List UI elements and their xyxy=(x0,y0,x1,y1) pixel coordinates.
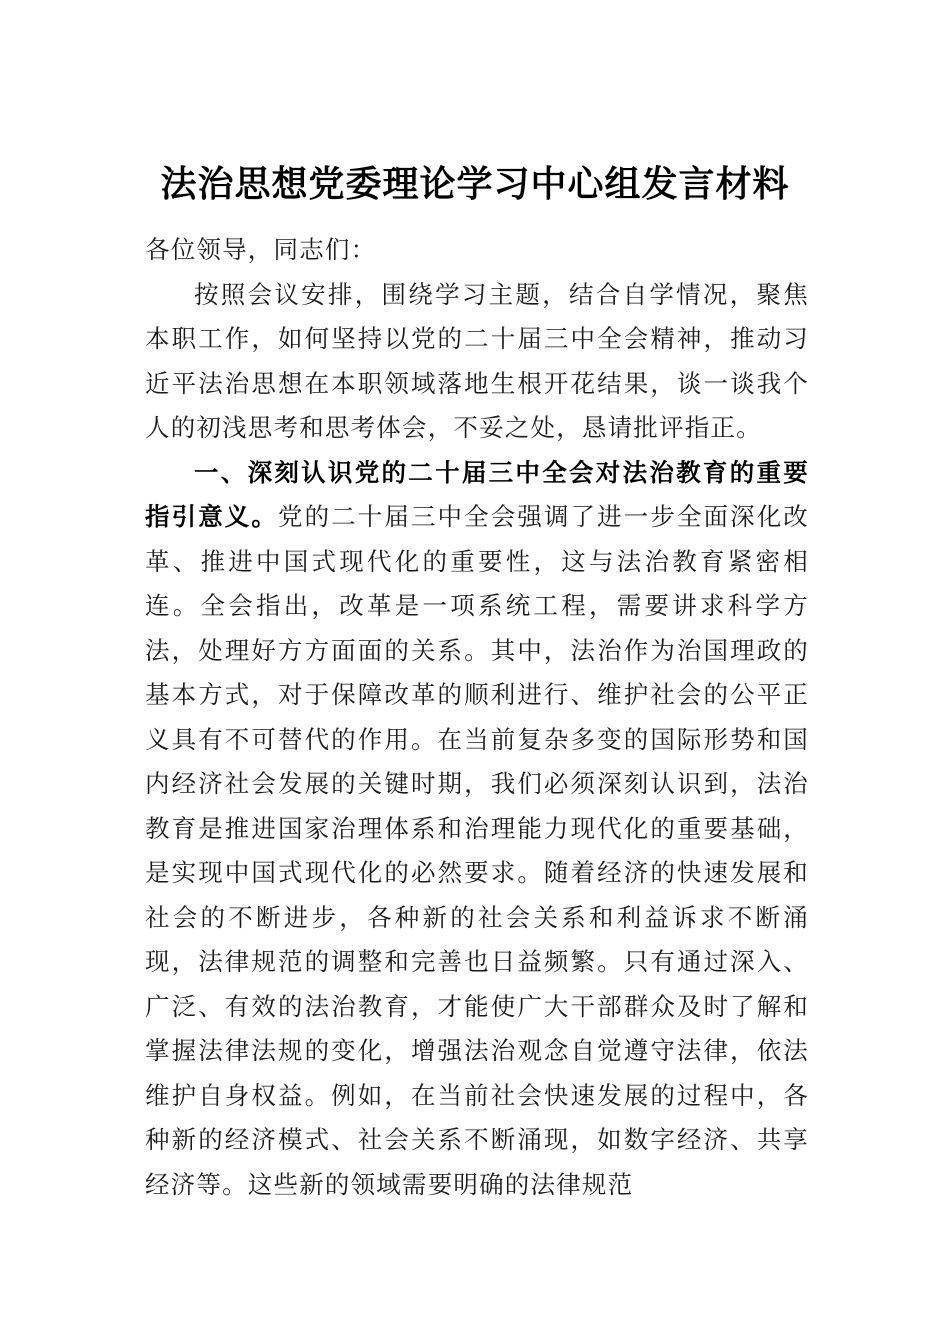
section-one-paragraph xyxy=(145,451,809,1208)
section-one-body: 党的二十届三中全会强调了进一步全面深化改革、推进中国式现代化的重要性，这与法治教育紧密相连。全会指出，改革是一项系统工程，需要讲求科学方法，处理好方方面面的关系。其中，法治作为治国理政的基本方式，对于保障改革的顺利进行、维护社会的公平正义具有不可替代的作用。在当前复杂多变的国际形势和国内经济社会发展的关键时期，我们必须深刻认识到，法治教育是推进国家治理体系和治理能力现代化的重要基础，是实现中国式现代化的必然要求。随着经济的快速发展和社会的不断进步，各种新的社会关系和利益诉求不断涌现，法律规范的调整和完善也日益频繁。只有通过深入、广泛、有效的法治教育，才能使广大干部群众及时了解和掌握法律法规的变化，增强法治观念自觉遵守法律，依法维护自身权益。例如，在当前社会快速发展的过程中，各种新的经济模式、社会关系不断涌现，如数字经济、共享经济等。这些新的领域需要明确的法律规范 xyxy=(145,502,810,1199)
document-title: 法治思想党委理论学习中心组发言材料 xyxy=(160,163,790,205)
section-one-heading: 一、深刻认识党的二十届三中全会对法治教育的重要指引意义。 xyxy=(145,457,809,531)
salutation: 各位领导，同志们： xyxy=(145,235,377,264)
document-body xyxy=(145,228,809,1207)
intro-paragraph: 按照会议安排，围绕学习主题，结合自学情况，聚焦本职工作，如何坚持以党的二十届三中全会精神，推动习近平法治思想在本职领域落地生根开花结果，谈一谈我个人的初浅思考和思考体会，不妥之处，恳请批评指正。 xyxy=(145,279,809,442)
